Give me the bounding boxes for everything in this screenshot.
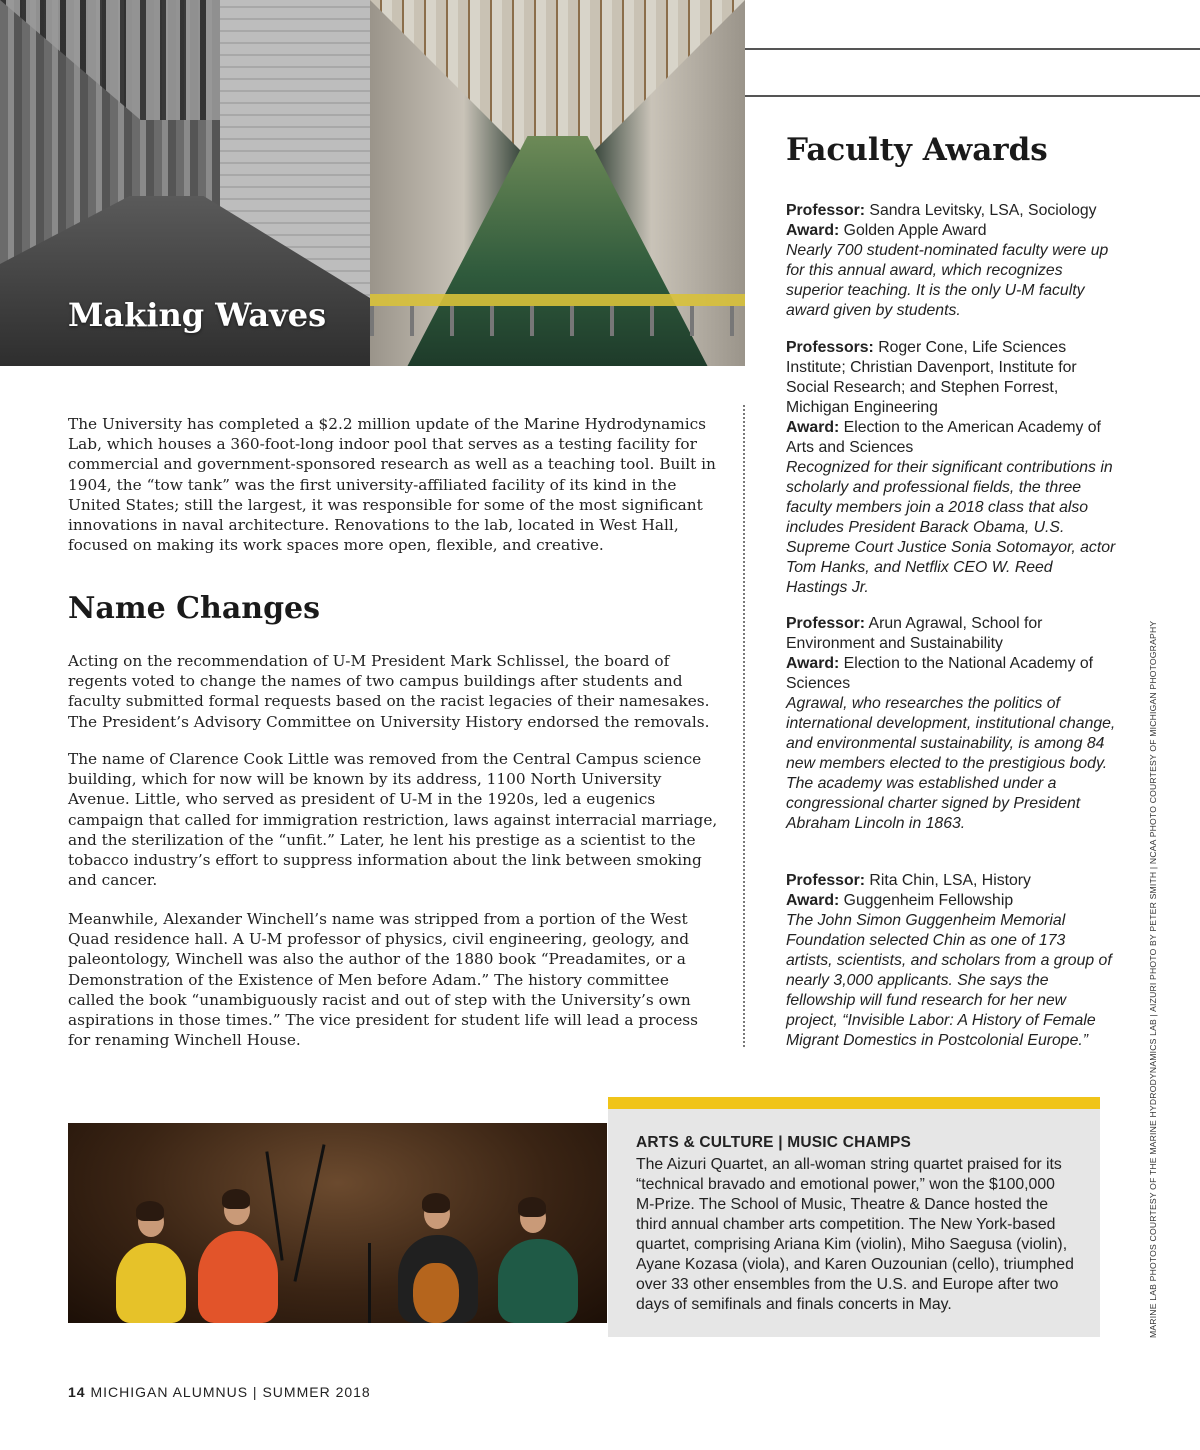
column-divider <box>743 405 745 1047</box>
top-rule-2 <box>745 95 1200 97</box>
top-rule-1 <box>745 48 1200 50</box>
professor-name: Rita Chin, LSA, History <box>869 872 1031 889</box>
arts-accent-bar <box>608 1097 1100 1109</box>
photo-credits: MARINE LAB PHOTOS COURTESY OF THE MARINE HYDRODYNAMICS LAB | AIZURI PHOTO BY PETER SMITH | NCAA PHOTO COURTESY OF MICHIGAN PHOTOGRAPHY <box>1148 620 1158 1338</box>
award-label: Award: <box>786 222 840 239</box>
award-entry <box>786 871 1116 1051</box>
page-footer <box>68 1384 371 1400</box>
award-entry <box>786 338 1116 598</box>
award-name: Election to the American Academy of Arts and Sciences <box>786 419 1101 456</box>
award-description: Nearly 700 student-nominated faculty were up for this annual award, which recognizes superior teaching. It is the only U-M faculty award given by students. <box>786 242 1109 319</box>
professor-name: Arun Agrawal, School for Environment and Sustainability <box>786 615 1043 652</box>
award-name: Guggenheim Fellowship <box>843 892 1014 909</box>
tow-tank-modern-photo <box>370 0 745 366</box>
award-description: The John Simon Guggenheim Memorial Foundation selected Chin as one of 173 artists, scientists, and scholars from a group of nearly 3,000 applicants. She says the fellowship will fund research for her new project, “Invisible Labor: A History of Female Migrant Domestics in Postcolonial Europe.” <box>786 912 1112 1049</box>
making-waves-title: Making Waves <box>68 296 327 334</box>
professor-label: Professor: <box>786 615 866 632</box>
name-changes-paragraph-1: Acting on the recommendation of U-M President Mark Schlissel, the board of regents voted to change the names of two campus buildings after students and faculty submitted formal requests based on the racist legacies of their namesakes. The President’s Advisory Committee on University History endorsed the removals. <box>68 652 710 731</box>
professor-label: Professor: <box>786 872 866 889</box>
publication-name: MICHIGAN ALUMNUS | SUMMER 2018 <box>90 1384 371 1400</box>
making-waves-body: The University has completed a $2.2 million update of the Marine Hydrodynamics Lab, which houses a 360-foot-long indoor pool that serves as a testing facility for commercial and government-sponsored research as well as a teaching tool. Built in 1904, the “tow tank” was the first university-affiliated facility of its kind in the United States; still the largest, it was responsible for some of the most significant innovations in naval architecture. Renovations to the lab, located in West Hall, focused on making its work spaces more open, flexible, and creative. <box>68 415 716 555</box>
faculty-awards-title: Faculty Awards <box>786 132 1048 168</box>
award-entry <box>786 201 1116 321</box>
award-description: Agrawal, who researches the politics of international development, institutional change, and environmental sustainability, is among 84 new members elected to the prestigious body. The academy was established under a congressional charter signed by President Abraham Lincoln in 1863. <box>786 695 1116 832</box>
name-changes-title: Name Changes <box>68 591 321 626</box>
aizuri-quartet-photo <box>68 1123 607 1323</box>
professor-name: Sandra Levitsky, LSA, Sociology <box>869 202 1097 219</box>
award-label: Award: <box>786 655 840 672</box>
professor-label: Professors: <box>786 339 874 356</box>
arts-body: The Aizuri Quartet, an all-woman string quartet praised for its “technical bravado and emotional power,” won the $100,000 M-Prize. The School of Music, Theatre & Dance hosted the third annual chamber arts competition. The New York-based quartet, comprising Ariana Kim (violin), Miho Saegusa (violin), Ayane Kozasa (viola), and Karen Ouzounian (cello), triumphed over 33 other ensembles from the U.S. and Europe after two days of semifinals and finals concerts in May. <box>636 1156 1074 1313</box>
page-number: 14 <box>68 1384 86 1400</box>
award-label: Award: <box>786 419 840 436</box>
award-name: Election to the National Academy of Sciences <box>786 655 1094 692</box>
award-description: Recognized for their significant contributions in scholarly and professional fields, the three faculty members join a 2018 class that also includes President Barack Obama, U.S. Supreme Court Justice Sonia Sotomayor, actor Tom Hanks, and Netflix CEO W. Reed Hastings Jr. <box>786 459 1116 596</box>
award-name: Golden Apple Award <box>843 222 987 239</box>
professor-name: Roger Cone, Life Sciences Institute; Christian Davenport, Institute for Social Research; and Stephen Forrest, Michigan Engineering <box>786 339 1077 416</box>
arts-heading: ARTS & CULTURE | MUSIC CHAMPS <box>636 1134 912 1151</box>
award-label: Award: <box>786 892 840 909</box>
professor-label: Professor: <box>786 202 866 219</box>
award-entry <box>786 614 1116 834</box>
name-changes-paragraph-3: Meanwhile, Alexander Winchell’s name was stripped from a portion of the West Quad residence hall. A U-M professor of physics, civil engineering, geology, and paleontology, Winchell was also the author of the 1880 book “Preadamites, or a Demonstration of the Existence of Men before Adam.” The history committee called the book “unambiguously racist and out of step with the University’s own aspirations in those times.” The vice president for student life will lead a process for renaming Winchell House. <box>68 910 698 1050</box>
name-changes-paragraph-2: The name of Clarence Cook Little was removed from the Central Campus science building, which for now will be known by its address, 1100 North University Avenue. Little, who served as president of U-M in the 1920s, led a eugenics campaign that called for immigration restriction, laws against interracial marriage, and the sterilization of the “unfit.” Later, he lent his prestige as a scientist to the tobacco industry’s effort to suppress information about the link between smoking and cancer. <box>68 750 718 890</box>
